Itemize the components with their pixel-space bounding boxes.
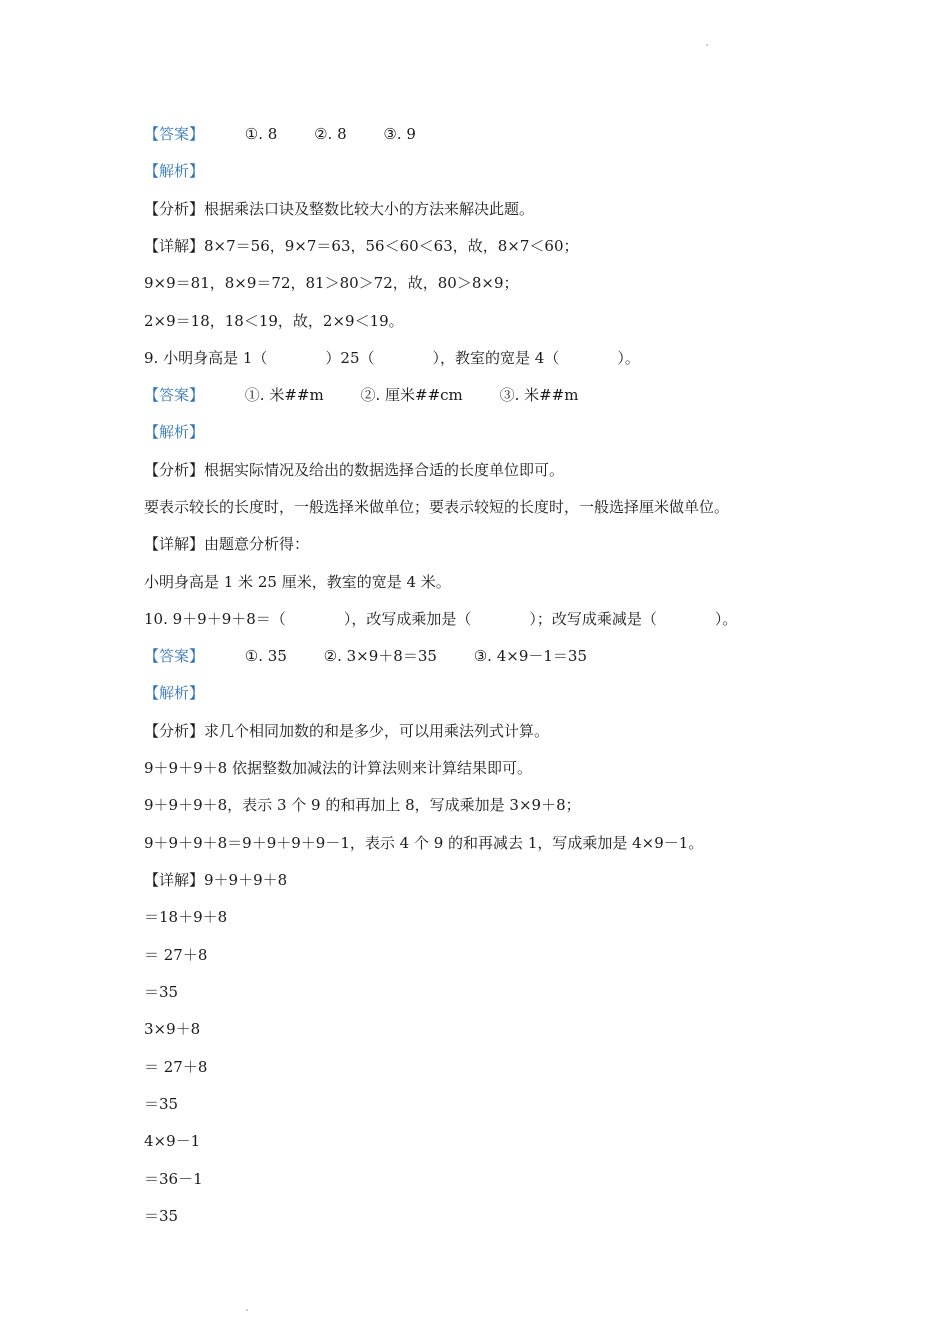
analysis-tag-q9: 【解析】 (144, 423, 205, 441)
calc-step-7: 4×9－1 (144, 1132, 201, 1150)
decorative-dot-bottom (246, 1309, 248, 1311)
analysis-text-q9: 【分析】根据实际情况及给出的数据选择合适的长度单位即可。 (144, 461, 565, 479)
question-10-part-a: 10. 9＋9＋9＋8＝（ (144, 610, 286, 628)
answer-2: ②. 3×9＋8＝35 (323, 647, 437, 665)
calc-step-5: ＝ 27＋8 (144, 1058, 208, 1076)
answer-line-q8 (144, 122, 416, 146)
answer-1: ①. 8 (244, 125, 278, 143)
detail-line-3: 2×9＝18，18＜19，故，2×9＜19。 (144, 312, 404, 330)
analysis-text-q10: 【分析】求几个相同加数的和是多少，可以用乘法列式计算。 (144, 722, 550, 740)
analysis-text-q8: 【分析】根据乘法口诀及整数比较大小的方法来解决此题。 (144, 200, 535, 218)
answer-3: ③. 9 (383, 125, 416, 143)
question-10-part-b: ），改写成乘加是（ (343, 610, 472, 628)
answer-2: ②. 8 (314, 125, 347, 143)
analysis-tag-q10: 【解析】 (144, 684, 205, 702)
answer-2: ②. 厘米##cm (360, 386, 463, 404)
answer-3: ③. 4×9－1＝35 (473, 647, 587, 665)
question-9-part-c: ），教室的宽是 4（ (432, 349, 560, 367)
analysis-text-q10-3: 9＋9＋9＋8，表示 3 个 9 的和再加上 8，写成乘加是 3×9＋8； (144, 796, 581, 814)
question-9-part-d: ）。 (617, 349, 640, 367)
detail-line-2: 9×9＝81，8×9＝72，81＞80＞72，故，80＞8×9； (144, 274, 519, 292)
analysis-text-q10-2: 9＋9＋9＋8 依据整数加减法的计算法则来计算结果即可。 (144, 759, 532, 777)
detail-line-1: 【详解】8×7＝56，9×7＝63，56＜60＜63，故，8×7＜60； (144, 237, 579, 255)
calc-step-9: ＝35 (144, 1207, 179, 1225)
calc-step-3: ＝35 (144, 983, 179, 1001)
analysis-tag-q8: 【解析】 (144, 162, 205, 180)
question-10 (144, 607, 737, 631)
calc-step-2: ＝ 27＋8 (144, 946, 208, 964)
question-10-part-c: ）；改写成乘减是（ (529, 610, 657, 628)
analysis-text-q10-4: 9＋9＋9＋8＝9＋9＋9＋9－1，表示 4 个 9 的和再减去 1，写成乘加是 4×9－1。 (144, 834, 704, 852)
decorative-dot-top (706, 44, 708, 46)
calc-step-8: ＝36－1 (144, 1170, 203, 1188)
answer-1: ①. 35 (244, 647, 287, 665)
answer-3: ③. 米##m (499, 386, 579, 404)
answer-line-q9 (144, 383, 578, 407)
analysis-text-q9-2: 要表示较长的长度时，一般选择米做单位；要表示较短的长度时，一般选择厘米做单位。 (144, 498, 730, 516)
calc-step-4: 3×9＋8 (144, 1020, 201, 1038)
detail-q10: 【详解】9＋9＋9＋8 (144, 871, 288, 889)
question-9-part-b: ）25（ (325, 349, 375, 367)
calc-step-6: ＝35 (144, 1095, 179, 1113)
answer-tag: 【答案】 (144, 386, 205, 404)
calc-step-1: ＝18＋9＋8 (144, 908, 228, 926)
answer-1: ①. 米##m (244, 386, 324, 404)
answer-tag: 【答案】 (144, 647, 205, 665)
detail-q9-2: 小明身高是 1 米 25 厘米，教室的宽是 4 米。 (144, 573, 451, 591)
answer-line-q10 (144, 644, 587, 668)
question-10-part-d: ）。 (714, 610, 738, 628)
answer-tag: 【答案】 (144, 125, 205, 143)
question-9-part-a: 9. 小明身高是 1（ (144, 349, 268, 367)
question-9 (144, 346, 640, 370)
detail-q9: 【详解】由题意分析得： (144, 535, 310, 553)
